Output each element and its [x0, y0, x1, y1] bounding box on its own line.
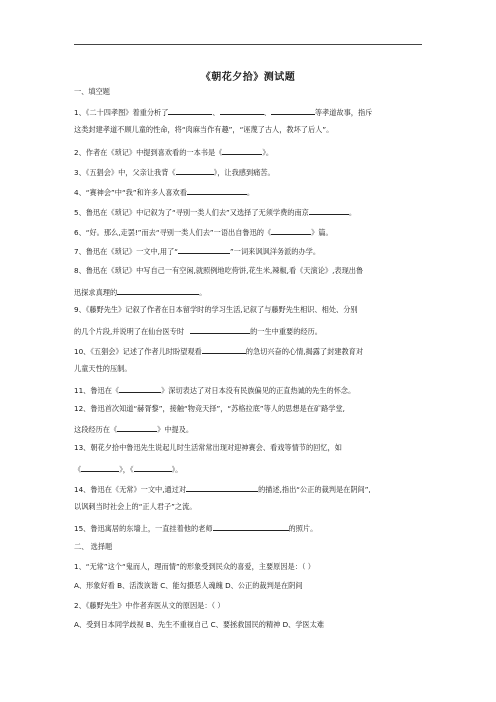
- question-text: 1、《二十四孝图》着重分析了: [74, 108, 169, 117]
- question-8-cont: [74, 286, 426, 298]
- question-9: 9、《藤野先生》记叙了作者在日本留学时的学习生活,记叙了与藤野先生相识、相处、分别: [74, 305, 358, 314]
- answer-blank[interactable]: [271, 226, 311, 235]
- question-text: 。: [246, 188, 255, 197]
- question-1: [74, 106, 426, 118]
- question-text: 6、“好。那么,走罢!”而去“寻别一类人们去”一语出自鲁迅的《: [74, 228, 272, 237]
- question-text: 2、作者在《琐记》中提到喜欢看的一本书是《: [74, 148, 223, 157]
- choice-1-question: 1、“无常”这个“鬼而人，理而情”的形象受到民众的喜爱，主要原因是：（ ）: [74, 562, 315, 571]
- answer-blank[interactable]: [202, 345, 246, 354]
- question-text: 等孝道故事，指斥: [314, 108, 373, 117]
- answer-blank[interactable]: [271, 106, 315, 115]
- question-text: 的急切兴奋的心情,揭露了封建教育对: [245, 347, 364, 356]
- question-text: 、: [263, 108, 271, 117]
- question-3: [74, 166, 426, 178]
- question-text: 的几个片段,并说明了在仙台医专时: [74, 327, 185, 336]
- answer-blank[interactable]: [134, 463, 172, 472]
- question-text: 。: [199, 288, 207, 297]
- choice-2-question: 2、《藤野先生》中作者弃医从文的原因是：（ ）: [74, 601, 225, 610]
- question-14-cont: 以讽刺当时社会上的“正人君子”之流。: [74, 502, 197, 511]
- question-text: 》，《: [119, 465, 134, 474]
- question-11: [74, 384, 426, 396]
- question-text: 的一生中重要的经历。: [250, 327, 322, 336]
- question-text: 的描述,指出“公正的裁判是在阴间”,: [258, 485, 371, 494]
- question-text: 5、鲁迅在《琐记》中记叙为了“寻别一类人们去”又选择了无须学费的南京: [74, 208, 309, 217]
- question-text: 14、鲁迅在《无常》一文中,通过对: [74, 485, 187, 494]
- question-text: 》篇。: [311, 228, 333, 237]
- question-text: 》中提及。: [157, 425, 194, 434]
- question-text: 》。: [171, 465, 183, 474]
- answer-blank[interactable]: [222, 146, 262, 155]
- question-text: 11、鲁迅在《: [74, 386, 120, 395]
- answer-blank[interactable]: [176, 166, 214, 175]
- question-text: 》深切表达了对日本没有民族偏见的正直热诚的先生的怀念。: [161, 386, 356, 395]
- answer-blank[interactable]: [186, 483, 258, 492]
- choice-2-options: A、受到日本同学歧视 B、先生不重视自己 C、要拯救国民的精神 D、学医太难: [74, 620, 325, 629]
- question-text: 。: [348, 208, 357, 217]
- question-1-cont: 这类封建孝道不顾儿童的性命，将“肉麻当作有趣”，“诬蔑了古人，教坏了后人”。: [74, 125, 334, 134]
- answer-blank[interactable]: [81, 463, 119, 472]
- answer-blank[interactable]: [178, 245, 230, 254]
- question-text: 7、鲁迅在《琐记》一文中,用了“: [74, 247, 179, 256]
- section-heading-fill: 一、填空题: [74, 87, 110, 96]
- question-4: [74, 186, 426, 198]
- header-rule: [74, 44, 422, 45]
- question-5: [74, 206, 426, 218]
- question-10: [74, 345, 426, 357]
- question-6: [74, 226, 426, 238]
- question-13-cont: [74, 463, 426, 475]
- choice-1-options: A、形象好看 B、活泼诙谐 C、能勾摄恶人魂魄 D、公正的裁判是在阴间: [74, 581, 303, 590]
- page-title: 《朝花夕拾》测试题: [200, 72, 296, 83]
- question-13: 13、朝花夕拾中鲁迅先生说起儿时生活常常出现对迎神赛会、看戏等情节的回忆，如: [74, 443, 342, 452]
- answer-blank[interactable]: [168, 106, 212, 115]
- question-text: 迅探求真理的: [74, 288, 118, 297]
- question-text: 、: [212, 108, 220, 117]
- question-text: 3、《五猖会》中，父亲让我背《: [74, 168, 176, 177]
- section-heading-choice: 二、 选择题: [74, 542, 113, 551]
- question-12-cont: [74, 423, 426, 435]
- question-9-cont: [74, 325, 426, 337]
- answer-blank[interactable]: [220, 106, 264, 115]
- question-text: ”一词来讽讽洋务派的办学。: [230, 247, 321, 256]
- question-text: 》，让我感到痛苦。: [213, 168, 275, 177]
- question-text: 的照片。: [288, 524, 318, 533]
- answer-blank[interactable]: [117, 423, 157, 432]
- answer-blank[interactable]: [309, 206, 349, 215]
- answer-blank[interactable]: [119, 384, 161, 393]
- question-15: [74, 522, 426, 534]
- question-10-cont: 儿童天性的压制。: [74, 364, 132, 373]
- question-12: 12、鲁迅首次知道“赫胥黎”，接触“物竞天择”，“苏格拉底”等人的思想是在矿路学堂,: [74, 404, 345, 413]
- answer-blank[interactable]: [187, 186, 247, 195]
- question-8: 8、鲁迅在《琐记》中写自己一有空闲,就照例地吃侉饼,花生米,辣椒,看《天演论》,表现出鲁: [74, 266, 364, 275]
- question-text: 《: [74, 465, 82, 474]
- answer-blank[interactable]: [117, 286, 199, 295]
- question-text: 这段经历在《: [74, 425, 118, 434]
- question-2: [74, 146, 426, 158]
- question-text: 4、“赛神会”中“我”和许多人喜欢看: [74, 188, 187, 197]
- question-text: 》。: [262, 148, 274, 157]
- answer-blank[interactable]: [190, 325, 250, 334]
- answer-blank[interactable]: [213, 522, 289, 531]
- question-7: [74, 245, 426, 257]
- question-text: 15、鲁迅寓居的东墙上，一直挂着他的老师: [74, 524, 213, 533]
- question-text: 10、《五猖会》记述了作者儿时盼望观看: [74, 347, 202, 356]
- question-14: [74, 483, 426, 495]
